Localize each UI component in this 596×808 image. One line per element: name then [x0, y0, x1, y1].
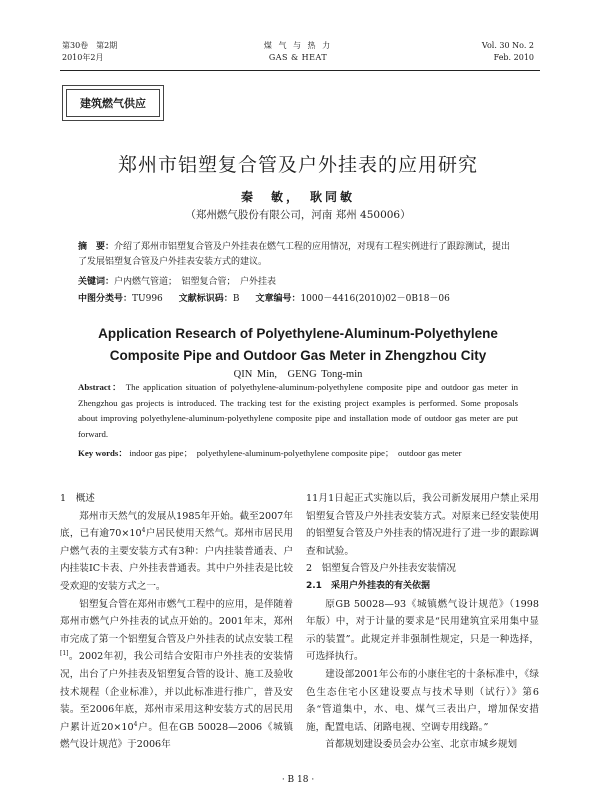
body-column-right: [306, 490, 539, 754]
citation-ref: [1]: [60, 650, 69, 658]
clc-label: 中图分类号：: [78, 294, 133, 304]
column-tag: 建筑燃气供应: [66, 89, 160, 117]
article-title-cn: 郑州市铝塑复合管及户外挂表的应用研究: [117, 154, 478, 176]
body-column-left: [60, 490, 293, 754]
abstract-cn-text: 介绍了郑州市铝塑复合管及户外挂表在燃气工程的应用情况，对现有工程实例进行了跟踪测试，提出了发展铝塑复合管及户外挂表安装方式的建议。: [78, 242, 511, 267]
header-rule: [60, 70, 540, 71]
keywords-en-label: Key words：: [78, 448, 128, 458]
keywords-cn-text: 户内燃气管道； 铝塑复合管； 户外挂表: [114, 277, 277, 287]
subsection-2-1-heading: 2.1 采用户外挂表的有关依据: [306, 580, 430, 591]
keywords-en: [78, 446, 518, 461]
doc-code-value: B: [232, 294, 240, 304]
article-title-en-line2: Composite Pipe and Outdoor Gas Meter in Zhengzhou City: [109, 348, 487, 363]
paragraph: 郑州市天然气的发展从1985年开始。截至2007年底，已有逾$70\times 10^4$户居民使用天然气。郑州市居民用户燃气表的主要安装方式有3种：户内挂装普通表、户内挂装IC卡表、户外挂表普通表。其中户外挂表是比较受欢迎的安装方式之一。: [60, 510, 293, 592]
article-number-value: 1000－4416(2010)02－0B18－06: [300, 294, 450, 304]
page-number: · B 18 ·: [281, 775, 315, 785]
paragraph: 建设部2001年公布的小康住宅的十条标准中，《绿色生态住宅小区建设要点与技术导则（试行）》第6条“管道集中，水、电、煤气三表出户，增加保安措施，配置电话、闭路电视、空调专用线路。”: [306, 668, 539, 733]
affiliation-cn: （郑州燃气股份有限公司，河南 郑州 450006）: [185, 209, 411, 221]
clc-value: TU996: [132, 294, 163, 304]
journal-name-en: GAS & HEAT: [268, 53, 328, 62]
publication-date: 2010年2月: [62, 53, 104, 62]
doc-code-label: 文献标识码：: [178, 294, 233, 304]
classification-line: [78, 292, 538, 306]
journal-name-cn: 煤 气 与 热 力: [263, 41, 333, 50]
article-number-label: 文章编号：: [255, 294, 301, 304]
paragraph: 铝塑复合管在郑州市燃气工程中的应用，是伴随着郑州市燃气户外挂表的试点开始的。2001年末，郑州市完成了第一个铝塑复合管及户外挂表的试点安装工程[1]。2002年初，我公司结合安阳市户外挂表的安装情况，出台了户外挂表及铝塑复合管的设计、施工及验收技术规程（企业标准），并以此标准进行推广，普及安装。至2006年底，郑州市采用这种安装方式的居民用户累计近$20\times 10^4$户。但在GB 50028—2006《城镇燃气设计规范》于2006年: [60, 598, 293, 751]
abstract-cn-label: 摘 要：: [78, 242, 115, 252]
abstract-cn: [78, 240, 518, 270]
abstract-en: [78, 380, 518, 442]
keywords-en-text: indoor gas pipe； polyethylene-aluminum-polyethylene composite pipe； outdoor gas meter: [129, 448, 462, 458]
publication-date-en: Feb. 2010: [493, 53, 534, 62]
section-2-heading: 2 铝塑复合管及户外挂表安装情况: [306, 563, 457, 575]
volume-issue: 第30卷 第2期: [62, 41, 118, 50]
authors-cn: 秦 敏， 耿同敏: [240, 190, 355, 204]
column-tag-box: [62, 85, 164, 121]
section-1-heading: 1 概述: [60, 493, 95, 504]
keywords-cn: [78, 275, 518, 290]
keywords-cn-label: 关键词：: [78, 277, 115, 287]
volume-issue-en: Vol. 30 No. 2: [481, 41, 534, 50]
authors-en: QIN Min, GENG Tong-min: [233, 369, 363, 380]
article-title-en: [0, 323, 596, 367]
article-title-en-line1: Application Research of Polyethylene-Aluminum-Polyethylene: [98, 326, 498, 341]
paragraph: 首都规划建设委员会办公室、北京市城乡规划: [325, 739, 518, 751]
abstract-en-text: The application situation of polyethylene-aluminum-polyethylene composite pipe and outdoor gas meter in Zhengzhou gas projects is introduced. The tracking test for the existing project examples is performed. Some proposals about improving polyethylene-aluminum-polyethylene composite pipe and installation mode of outdoor gas meter are put forward.: [78, 382, 518, 439]
paragraph: 原GB 50028—93《城镇燃气设计规范》（1998年版）中，对于计量的要求是“民用建筑宜采用集中显示的装置”。此规定并非强制性规定，只是一种选择，可选择执行。: [306, 598, 539, 663]
running-header-right: [482, 40, 534, 64]
paragraph: 11月1日起正式实施以后，我公司新发展用户禁止采用铝塑复合管及户外挂表安装方式。对原来已经安装使用的铝塑复合管及户外挂表的情况进行了进一步的跟踪调查和试验。: [306, 493, 539, 557]
abstract-en-label: Abstract：: [78, 382, 123, 392]
